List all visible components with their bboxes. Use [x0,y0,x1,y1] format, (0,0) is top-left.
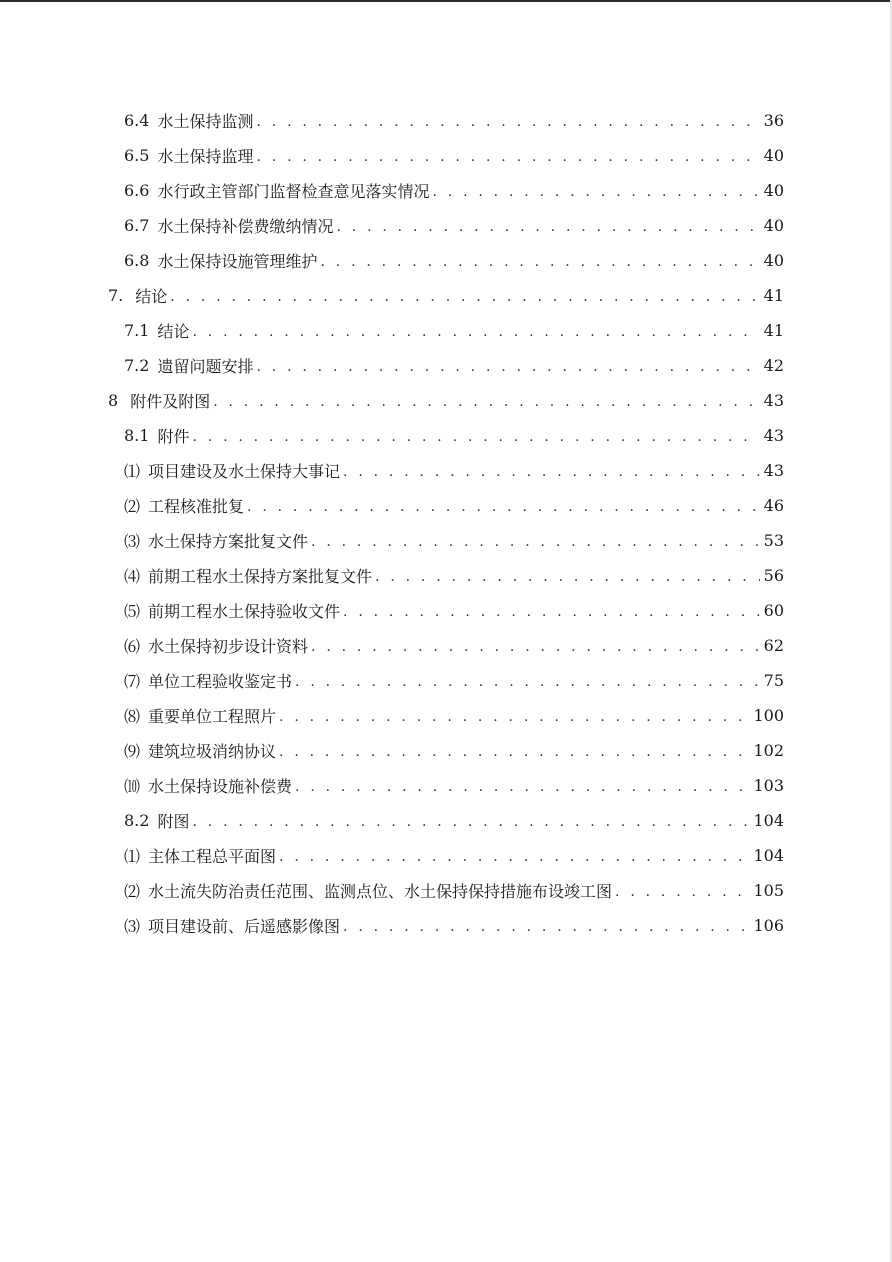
toc-entry[interactable] [0,243,892,278]
toc-entry-title: 建筑垃圾消纳协议 [148,742,277,761]
toc-entry[interactable] [0,208,892,243]
toc-entry-title: 水土保持监测 [157,112,254,131]
toc-entry-number: 6.8 [124,251,150,270]
toc-entry-page-number: 53 [763,531,784,550]
toc-entry-page-number: 41 [763,286,784,305]
toc-dot-leader [213,394,759,410]
toc-entry-title: 前期工程水土保持方案批复文件 [148,567,373,586]
toc-entry-page-number: 41 [763,321,784,340]
toc-entry-number: ⑴ [124,847,141,866]
toc-entry-page-number: 40 [763,146,784,165]
toc-entry[interactable] [0,278,892,313]
toc-entry[interactable] [0,173,892,208]
toc-entry-page-number: 42 [763,356,784,375]
toc-dot-leader [615,884,749,900]
toc-dot-leader [279,849,749,865]
toc-entry[interactable] [0,593,892,628]
toc-entry-title: 附件及附图 [130,392,211,411]
toc-dot-leader [320,254,759,270]
toc-entry-page-number: 60 [763,601,784,620]
toc-entry[interactable] [0,908,892,943]
toc-entry-page-number: 43 [763,426,784,445]
toc-entry-number: ⑴ [124,462,141,481]
page-top-border [0,0,892,2]
toc-entry-number: 6.5 [124,146,150,165]
toc-entry-title: 工程核准批复 [148,497,245,516]
toc-entry-number: 8 [108,391,119,410]
toc-entry[interactable] [0,138,892,173]
toc-entry-page-number: 43 [763,391,784,410]
toc-entry-title: 项目建设及水土保持大事记 [148,462,341,481]
toc-entry-number: ⑶ [124,917,141,936]
toc-entry[interactable] [0,558,892,593]
toc-dot-leader [279,709,749,725]
toc-entry-number: 7.1 [124,321,150,340]
toc-dot-leader [256,149,759,165]
toc-entry-number: 8.2 [124,811,150,830]
toc-entry-title: 遗留问题安排 [157,357,254,376]
toc-dot-leader [256,359,759,375]
toc-entry-number: ⑻ [124,707,141,726]
toc-entry[interactable] [0,628,892,663]
toc-entry-page-number: 103 [753,776,784,795]
toc-entry-page-number: 105 [753,881,784,900]
toc-entry-page-number: 62 [763,636,784,655]
toc-entry-page-number: 104 [753,811,784,830]
toc-entry[interactable] [0,803,892,838]
toc-entry-title: 单位工程验收鉴定书 [148,672,293,691]
toc-dot-leader [343,604,760,620]
toc-entry-number: ⑵ [124,497,141,516]
toc-entry-title: 附件 [157,427,190,446]
toc-dot-leader [170,289,759,305]
toc-entry-title: 结论 [157,322,190,341]
toc-dot-leader [192,429,759,445]
toc-entry-page-number: 75 [763,671,784,690]
toc-entry[interactable] [0,348,892,383]
toc-entry[interactable] [0,523,892,558]
toc-entry[interactable] [0,418,892,453]
toc-entry-number: 6.4 [124,111,150,130]
toc-dot-leader [192,814,749,830]
toc-entry-page-number: 36 [763,111,784,130]
toc-entry-page-number: 43 [763,461,784,480]
toc-dot-leader [279,744,749,760]
toc-dot-leader [295,674,760,690]
toc-entry-page-number: 46 [763,496,784,515]
toc-dot-leader [256,114,759,130]
toc-entry[interactable] [0,313,892,348]
toc-dot-leader [336,219,759,235]
toc-dot-leader [311,534,760,550]
toc-entry-title: 前期工程水土保持验收文件 [148,602,341,621]
toc-entry-number: 8.1 [124,426,150,445]
toc-dot-leader [311,639,760,655]
toc-entry[interactable] [0,698,892,733]
toc-dot-leader [192,324,759,340]
toc-dot-leader [375,569,760,585]
toc-entry[interactable] [0,768,892,803]
toc-entry-title: 水土保持方案批复文件 [148,532,309,551]
toc-dot-leader [343,919,749,935]
toc-entry[interactable] [0,838,892,873]
toc-entry-title: 水土保持补偿费缴纳情况 [157,217,334,236]
toc-entry-page-number: 100 [753,706,784,725]
toc-entry-title: 水土保持初步设计资料 [148,637,309,656]
toc-dot-leader [247,499,760,515]
toc-dot-leader [343,464,760,480]
toc-entry[interactable] [0,383,892,418]
toc-entry[interactable] [0,873,892,908]
toc-entry-page-number: 106 [753,916,784,935]
toc-entry-page-number: 104 [753,846,784,865]
toc-entry-number: ⑶ [124,532,141,551]
table-of-contents [0,103,892,943]
toc-entry-number: 6.7 [124,216,150,235]
toc-entry[interactable] [0,488,892,523]
toc-entry-page-number: 40 [763,181,784,200]
toc-entry-page-number: 40 [763,251,784,270]
toc-entry-title: 主体工程总平面图 [148,847,277,866]
toc-entry-title: 项目建设前、后遥感影像图 [148,917,341,936]
toc-entry-number: ⑵ [124,882,141,901]
toc-entry-number: ⑷ [124,567,141,586]
toc-entry-page-number: 56 [763,566,784,585]
toc-entry-title: 附图 [157,812,190,831]
toc-entry[interactable] [0,733,892,768]
toc-entry-number: ⑽ [124,777,141,796]
toc-entry-title: 重要单位工程照片 [148,707,277,726]
toc-entry-number: ⑸ [124,602,141,621]
toc-entry-number: ⑹ [124,637,141,656]
toc-dot-leader [432,184,759,200]
toc-entry[interactable] [0,103,892,138]
toc-entry-title: 水土保持设施管理维护 [157,252,318,271]
toc-entry-page-number: 102 [753,741,784,760]
toc-entry-number: 6.6 [124,181,150,200]
toc-entry-number: ⑼ [124,742,141,761]
toc-entry-title: 水土保持监理 [157,147,254,166]
toc-entry-number: 7. [108,286,124,305]
toc-entry-page-number: 40 [763,216,784,235]
toc-entry[interactable] [0,453,892,488]
toc-entry-title: 水土保持设施补偿费 [148,777,293,796]
toc-entry-number: ⑺ [124,672,141,691]
toc-entry-title: 水行政主管部门监督检查意见落实情况 [157,182,430,201]
toc-entry[interactable] [0,663,892,698]
toc-entry-number: 7.2 [124,356,150,375]
toc-dot-leader [295,779,749,795]
toc-entry-title: 水土流失防治责任范围、监测点位、水土保持保持措施布设竣工图 [148,882,613,901]
toc-entry-title: 结论 [135,287,168,306]
